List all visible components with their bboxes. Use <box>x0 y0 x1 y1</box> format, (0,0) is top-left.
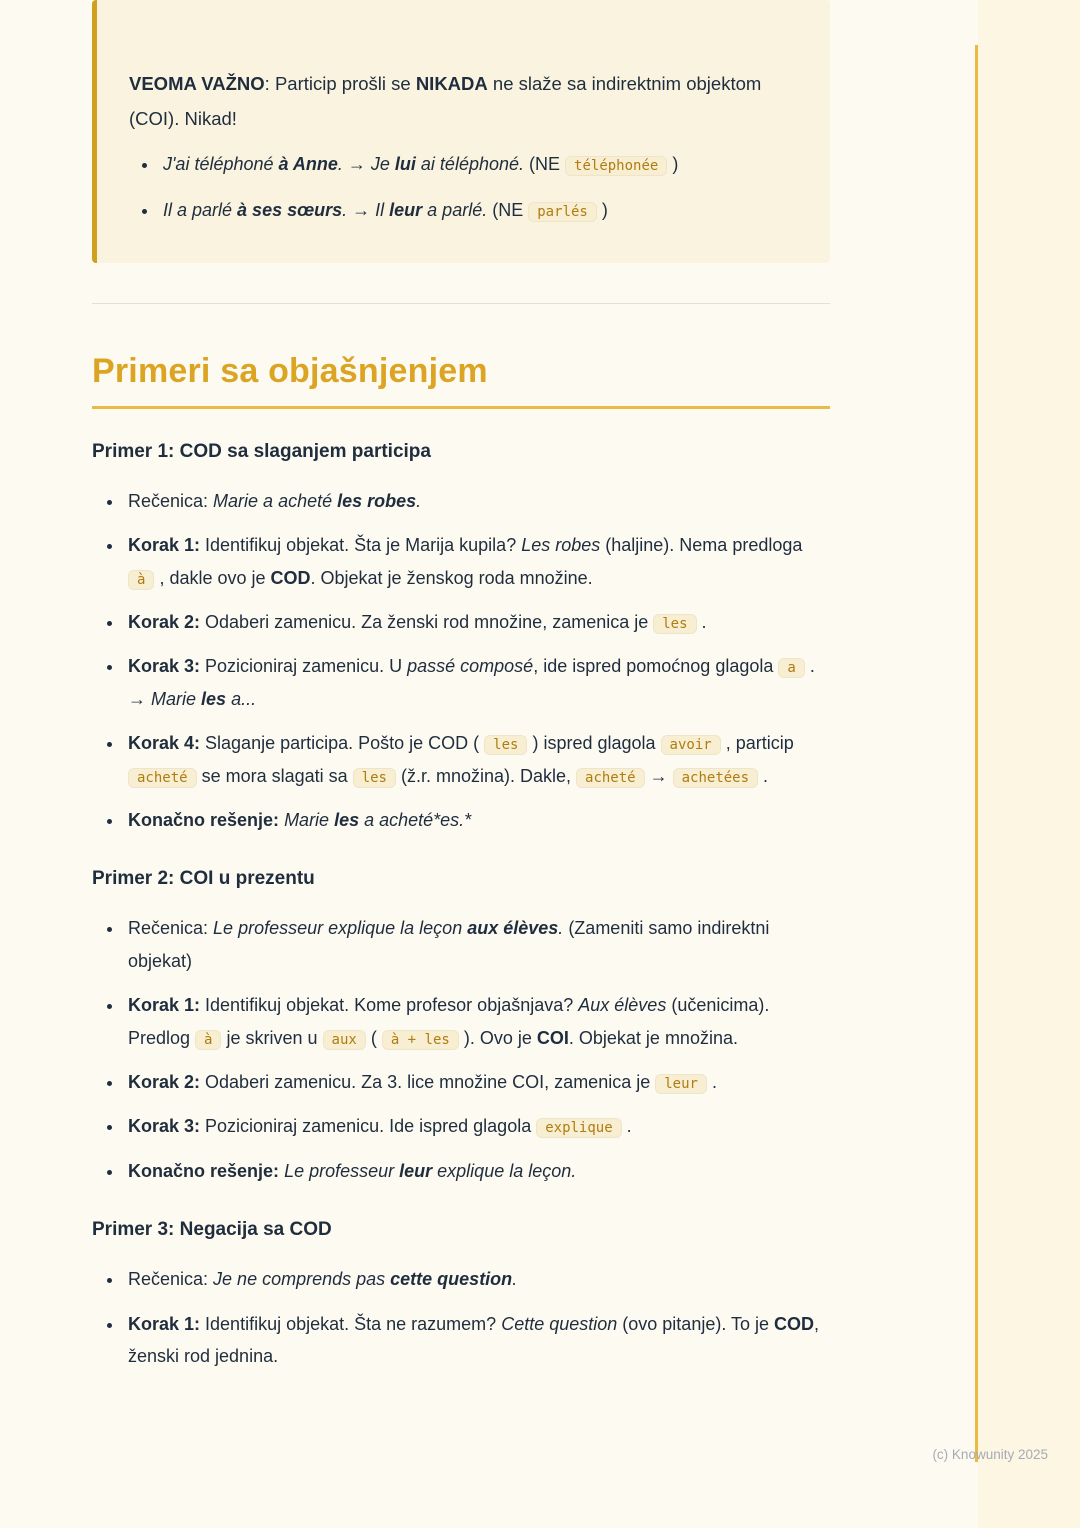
text-segment: Slaganje participa. Pošto je COD ( <box>200 733 485 754</box>
bullet-item <box>124 1155 830 1187</box>
bullet-item <box>124 1263 830 1295</box>
text-segment: à ses sœurs <box>237 199 343 220</box>
inline-code-chip: aux <box>323 1030 366 1050</box>
text-segment: Pozicioniraj zamenicu. U <box>200 656 408 677</box>
inline-code-chip: les <box>653 614 696 634</box>
text-segment: Identifikuj objekat. Kome profesor objašnjava? <box>200 995 579 1016</box>
text-segment: NIKADA <box>415 73 488 94</box>
page-title: Primeri sa objašnjenjem <box>92 351 488 390</box>
text-segment: a parlé. <box>422 199 488 220</box>
text-segment: (NE <box>524 154 566 175</box>
section-bullet-list <box>92 1263 830 1372</box>
text-segment: passé composé <box>407 656 534 677</box>
text-segment: Korak 1: <box>128 995 201 1016</box>
text-segment: Konačno rešenje: <box>128 810 280 830</box>
text-segment: leur <box>399 1160 433 1181</box>
text-segment: Rečenica: <box>128 918 214 939</box>
text-segment: (NE <box>487 199 529 220</box>
text-segment: Je ne comprends pas <box>213 1269 391 1290</box>
bullet-item <box>124 727 830 792</box>
section-title: Primer 3: Negacija sa COD <box>92 1219 332 1241</box>
text-segment: Les robes <box>521 535 601 556</box>
text-segment: Rečenica: <box>128 1269 214 1290</box>
text-segment: . <box>621 1116 632 1137</box>
text-segment: . Objekat je množina. <box>568 1027 738 1048</box>
text-segment: Odaberi zamenicu. Za ženski rod množine, zamenica je <box>200 612 654 633</box>
bullet-item <box>124 485 830 517</box>
text-segment: . <box>342 199 353 220</box>
sections-container <box>92 441 830 1372</box>
inline-code-chip: téléphonée <box>565 156 667 176</box>
text-segment: à Anne <box>278 154 338 175</box>
text-segment: ) <box>596 199 608 220</box>
text-segment: . <box>558 918 564 939</box>
text-segment: COD <box>270 567 311 588</box>
text-segment: COD <box>774 1313 815 1334</box>
text-segment: je skriven u <box>221 1027 323 1048</box>
text-segment: . Objekat je ženskog roda množine. <box>310 567 593 588</box>
bullet-item <box>159 194 796 227</box>
text-segment: Korak 1: <box>128 1313 201 1334</box>
text-segment: (učenicima). Predlog <box>128 995 770 1048</box>
text-segment: les <box>201 688 227 709</box>
section-divider <box>92 303 830 304</box>
text-segment: Korak 2: <box>128 1071 201 1092</box>
text-segment: → <box>347 154 371 175</box>
text-segment: . <box>696 612 707 633</box>
inline-code-chip: leur <box>655 1074 707 1094</box>
text-segment: Korak 4: <box>128 733 201 754</box>
text-segment: → <box>352 199 376 220</box>
bullet-item <box>124 1110 830 1142</box>
callout-list <box>129 148 796 227</box>
bullet-item <box>124 606 830 638</box>
text-segment: se mora slagati sa <box>196 765 353 786</box>
text-segment: cette question <box>390 1269 513 1290</box>
text-segment: Identifikuj objekat. Šta ne razumem? <box>200 1313 502 1334</box>
text-segment: Pozicioniraj zamenicu. Ide ispred glagola <box>200 1116 537 1137</box>
text-segment: Odaberi zamenicu. Za 3. lice množine COI, zamenica je <box>200 1071 656 1092</box>
page-margin-strip <box>978 0 1080 1528</box>
callout-title <box>129 66 796 136</box>
bullet-item <box>124 1066 830 1098</box>
text-segment: Cette question <box>501 1313 618 1334</box>
text-segment: . <box>512 1269 518 1290</box>
important-callout <box>92 0 830 263</box>
text-segment: . → <box>128 656 815 709</box>
page-edge-line <box>975 45 978 1462</box>
inline-code-chip: explique <box>536 1118 621 1138</box>
text-segment: les robes <box>337 490 417 511</box>
text-segment: explique la leçon. <box>432 1160 577 1181</box>
text-segment: a... <box>226 688 257 709</box>
inline-code-chip: acheté <box>128 768 197 788</box>
text-segment: a acheté*es.* <box>359 810 472 830</box>
text-segment: Korak 1: <box>128 535 201 556</box>
bullet-item <box>124 804 830 836</box>
inline-code-chip: à + les <box>382 1030 459 1050</box>
text-segment: Marie a acheté <box>213 490 338 511</box>
bullet-item <box>124 912 830 977</box>
bullet-item <box>124 1308 830 1373</box>
text-segment: ( <box>365 1027 382 1048</box>
inline-code-chip: avoir <box>661 735 721 755</box>
text-segment: (ovo pitanje). To je <box>617 1313 775 1334</box>
text-segment: , particip <box>720 733 794 754</box>
text-segment: lui <box>394 154 416 175</box>
text-segment: , ide ispred pomoćnog glagola <box>533 656 779 677</box>
bullet-item <box>124 989 830 1054</box>
text-segment: Rečenica: <box>128 490 214 511</box>
text-segment: . <box>758 765 769 786</box>
text-segment: Le professeur <box>284 1160 400 1181</box>
text-segment: J'ai téléphoné <box>163 154 279 175</box>
text-segment: Korak 2: <box>128 612 201 633</box>
section-bullet-list <box>92 485 830 837</box>
text-segment: aux élèves <box>467 918 559 939</box>
text-segment: ) <box>667 154 679 175</box>
inline-code-chip: à <box>195 1030 221 1050</box>
section-title: Primer 2: COI u prezentu <box>92 868 315 890</box>
watermark: (c) Knowunity 2025 <box>932 1447 1048 1462</box>
page-title-underline <box>92 406 830 409</box>
text-segment: Konačno rešenje: <box>128 1160 280 1181</box>
text-segment: (Zameniti samo indirektni objekat) <box>128 918 770 971</box>
text-segment: Marie <box>284 810 335 830</box>
text-segment: . <box>337 154 348 175</box>
inline-code-chip: à <box>128 570 154 590</box>
text-segment: COI <box>536 1027 569 1048</box>
text-segment: Le professeur explique la leçon <box>213 918 468 939</box>
inline-code-chip: achetées <box>673 768 758 788</box>
text-segment: les <box>334 810 360 830</box>
text-segment: ai téléphoné. <box>415 154 525 175</box>
text-segment: : Particip prošli se <box>264 73 416 94</box>
inline-code-chip: les <box>353 768 396 788</box>
text-segment: Il <box>375 199 390 220</box>
section-title: Primer 1: COD sa slaganjem participa <box>92 440 431 462</box>
text-segment: . <box>416 490 422 511</box>
text-segment: (haljine). Nema predloga <box>600 535 803 556</box>
text-segment: , ženski rod jednina. <box>128 1313 820 1366</box>
inline-code-chip: a <box>778 658 804 678</box>
text-segment: , dakle ovo je <box>154 567 271 588</box>
text-segment: (ž.r. množina). Dakle, <box>395 765 577 786</box>
inline-code-chip: les <box>484 735 527 755</box>
text-segment: leur <box>389 199 423 220</box>
text-segment: Korak 3: <box>128 656 201 677</box>
text-segment: Je <box>370 154 395 175</box>
text-segment: → <box>644 765 673 786</box>
text-segment: Il a parlé <box>163 199 238 220</box>
inline-code-chip: acheté <box>576 768 645 788</box>
bullet-item <box>159 148 796 181</box>
bullet-item <box>124 529 830 594</box>
text-segment: Korak 3: <box>128 1116 201 1137</box>
text-segment: Identifikuj objekat. Šta je Marija kupila? <box>200 535 522 556</box>
text-segment: Marie <box>151 688 202 709</box>
section-bullet-list <box>92 912 830 1187</box>
inline-code-chip: parlés <box>528 202 597 222</box>
text-segment: ) ispred glagola <box>527 733 661 754</box>
text-segment: Aux élèves <box>578 995 667 1016</box>
text-segment: ne slaže sa indirektnim objektom (COI). Nikad! <box>129 73 762 130</box>
document-content <box>92 0 830 1372</box>
text-segment: ). Ovo je <box>458 1027 537 1048</box>
bullet-item <box>124 650 830 715</box>
text-segment: . <box>706 1071 717 1092</box>
text-segment: VEOMA VAŽNO <box>129 73 265 94</box>
